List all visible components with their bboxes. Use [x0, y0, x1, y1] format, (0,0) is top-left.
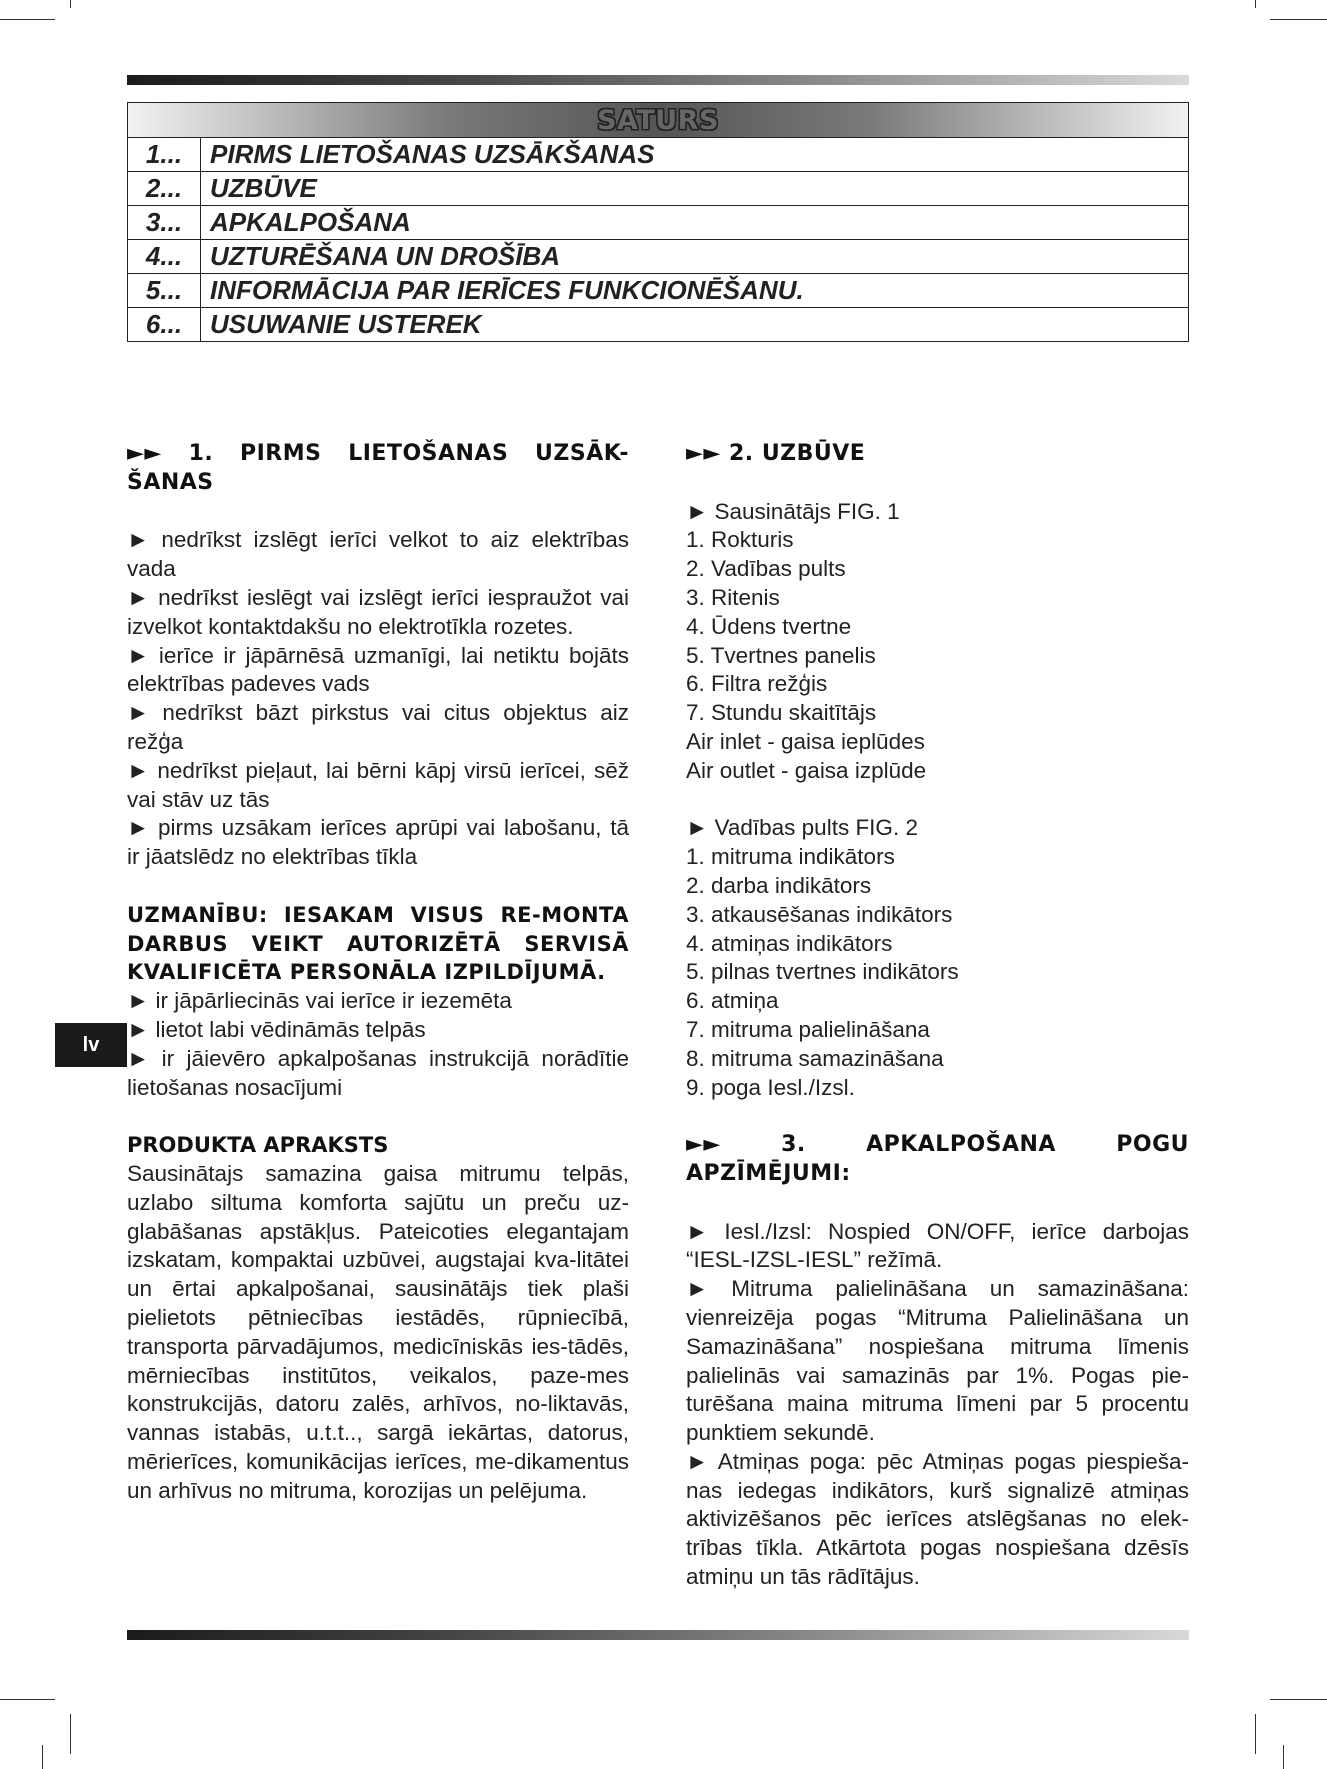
toc-title: UZTURĒŠANA UN DROŠĪBA	[201, 240, 1189, 274]
list-item: 1. mitruma indikātors	[686, 844, 895, 870]
toc-row	[128, 240, 1189, 274]
toc-header	[128, 103, 1189, 138]
list-item: 8. mitruma samazināšana	[686, 1045, 944, 1071]
list-item: 9. poga Iesl./Izsl.	[686, 1074, 855, 1100]
safety-bullet: ► ierīce ir jāpārnēsā uzmanīgi, lai netiktu bojāts elektrības padeves vads	[127, 642, 629, 697]
toc-row	[128, 274, 1189, 308]
list-item: 2. darba indikātors	[686, 872, 872, 898]
crop-mark	[42, 1745, 43, 1769]
toc-title: UZBŪVE	[201, 172, 1189, 206]
toc-row	[128, 172, 1189, 206]
list-item: 6. Filtra režģis	[686, 671, 828, 697]
list-item: 1. Rokturis	[686, 527, 794, 553]
table-of-contents	[127, 102, 1189, 342]
safety-bullet: ► nedrīkst pieļaut, lai bērni kāpj virsū ierīcei, sēž vai stāv uz tās	[127, 757, 629, 812]
footer-gradient-bar	[127, 1630, 1189, 1640]
list-item: 7. mitruma palielināšana	[686, 1016, 930, 1042]
product-description-text: Sausinātajs samazina gaisa mitrumu telpās, uzlabo siltuma komforta sajūtu un preču uz-glabāšanas apstākļus. Pateicoties elegantajam izskatam, kompaktai uzbūvei, augstajai kva-litātei un ērtai apkalpošanai, sausinātājs tiek plaši pielietots pētniecības iestādēs, rūpniecībā, transporta pārvadājumos, medicīniskās ies-tādēs, mērniecības institūtos, veikalos, paze-mes konstrukcijās, datoru zalēs, arhīvos, no-liktavās, vannas istabās, u.t.t.., sargā iekārtas, datorus, mērierīces, komunikācijas ierīces, me-dikamentus un arhīvus no mitruma, korozijas un pelējuma.	[127, 1160, 629, 1503]
toc-number: 5...	[128, 274, 201, 308]
toc-header-label: SATURS	[597, 104, 719, 136]
toc-row	[128, 308, 1189, 342]
warning-bullet: ► ir jāievēro apkalpošanas instrukcijā norādītie lietošanas nosacījumi	[127, 1045, 629, 1100]
safety-bullet: ► pirms uzsākam ierīces aprūpi vai labošanu, tā ir jāatslēdz no elektrības tīkla	[127, 815, 629, 870]
section-2-heading: ►► 2. UZBŪVE	[686, 441, 866, 466]
operation-paragraph: ► Mitruma palielināšana un samazināšana: vienreizēja pogas “Mitruma Palielināšana un Samazināšana” nospiešana mitruma līmenis palielinās vai samazinās par 1%. Pogas pie-turēšana maina mitruma līmeni par 5 procentu punktiem sekundē.	[686, 1276, 1189, 1446]
toc-number: 3...	[128, 206, 201, 240]
section-3-heading: ►► 3. APKALPOŠANA POGU APZĪMĒJUMI:	[686, 1132, 1189, 1186]
header-gradient-bar	[127, 75, 1189, 85]
list-item: 7. Stundu skaitītājs	[686, 700, 877, 726]
toc-title: PIRMS LIETOŠANAS UZSĀKŠANAS	[201, 138, 1189, 172]
crop-mark	[1270, 19, 1327, 20]
operation-paragraph: ► Atmiņas poga: pēc Atmiņas pogas piespieša-nas iedegas indikātors, kurš signalizē atmiņas aktivizēšanos pēc ierīces atslēgšanas no elek-trības tīkla. Atkārtota pogas nospiešana dzēsīs atmiņu un tās rādītājus.	[686, 1448, 1189, 1590]
list-item: 3. atkausēšanas indikātors	[686, 901, 953, 927]
warning-bullet: ► ir jāpārliecinās vai ierīce ir iezemēta	[127, 988, 512, 1014]
crop-mark	[1255, 1714, 1256, 1754]
warning-heading: UZMANĪBU: IESAKAM VISUS RE-MONTA DARBUS VEIKT AUTORIZĒTĀ SERVISĀ KVALIFICĒTA PERSONĀLA IZPILDĪJUMĀ.	[127, 902, 629, 985]
figure-2-title: ► Vadības pults FIG. 2	[686, 815, 918, 841]
toc-row	[128, 138, 1189, 172]
warning-bullet: ► lietot labi vēdināmās telpās	[127, 1016, 426, 1042]
toc-title: INFORMĀCIJA PAR IERĪCES FUNKCIONĒŠANU.	[201, 274, 1189, 308]
list-item: 4. Ūdens tvertne	[686, 613, 852, 639]
safety-bullet: ► nedrīkst izslēgt ierīci velkot to aiz elektrības vada	[127, 527, 629, 582]
list-item: Air outlet - gaisa izplūde	[686, 757, 927, 783]
list-item: 2. Vadības pults	[686, 556, 846, 582]
toc-row	[128, 206, 1189, 240]
list-item: 6. atmiņa	[686, 988, 779, 1014]
crop-mark	[1283, 1745, 1284, 1769]
crop-mark	[1270, 1699, 1327, 1700]
safety-bullet: ► nedrīkst bāzt pirkstus vai citus objektus aiz režģa	[127, 700, 629, 754]
right-column	[686, 440, 1189, 1592]
list-item: Air inlet - gaisa ieplūdes	[686, 728, 925, 754]
safety-bullet: ► nedrīkst ieslēgt vai izslēgt ierīci iespraužot vai izvelkot kontaktdakšu no elektrotīkla rozetes.	[127, 584, 629, 639]
list-item: 3. Ritenis	[686, 584, 780, 610]
crop-mark	[0, 19, 55, 20]
toc-number: 1...	[128, 138, 201, 172]
list-item: 4. atmiņas indikātors	[686, 930, 893, 956]
list-item: 5. pilnas tvertnes indikātors	[686, 959, 959, 985]
list-item: 5. Tvertnes panelis	[686, 642, 876, 668]
crop-mark	[70, 1714, 71, 1754]
toc-number: 2...	[128, 172, 201, 206]
crop-mark	[70, 0, 71, 8]
language-tab: lv	[55, 1023, 127, 1067]
crop-mark	[1255, 0, 1256, 8]
operation-paragraph: ► Iesl./Izsl: Nospied ON/OFF, ierīce darbojas “IESL-IZSL-IESL” režīmā.	[686, 1218, 1189, 1273]
figure-1-title: ► Sausinātājs FIG. 1	[686, 498, 900, 524]
toc-number: 4...	[128, 240, 201, 274]
toc-title: USUWANIE USTEREK	[201, 308, 1189, 342]
product-description-heading: PRODUKTA APRAKSTS	[127, 1133, 389, 1158]
toc-number: 6...	[128, 308, 201, 342]
crop-mark	[0, 1699, 55, 1700]
left-column	[127, 440, 629, 1505]
section-1-heading: ►► 1. PIRMS LIETOŠANAS UZSĀK-ŠANAS	[127, 441, 629, 495]
toc-title: APKALPOŠANA	[201, 206, 1189, 240]
